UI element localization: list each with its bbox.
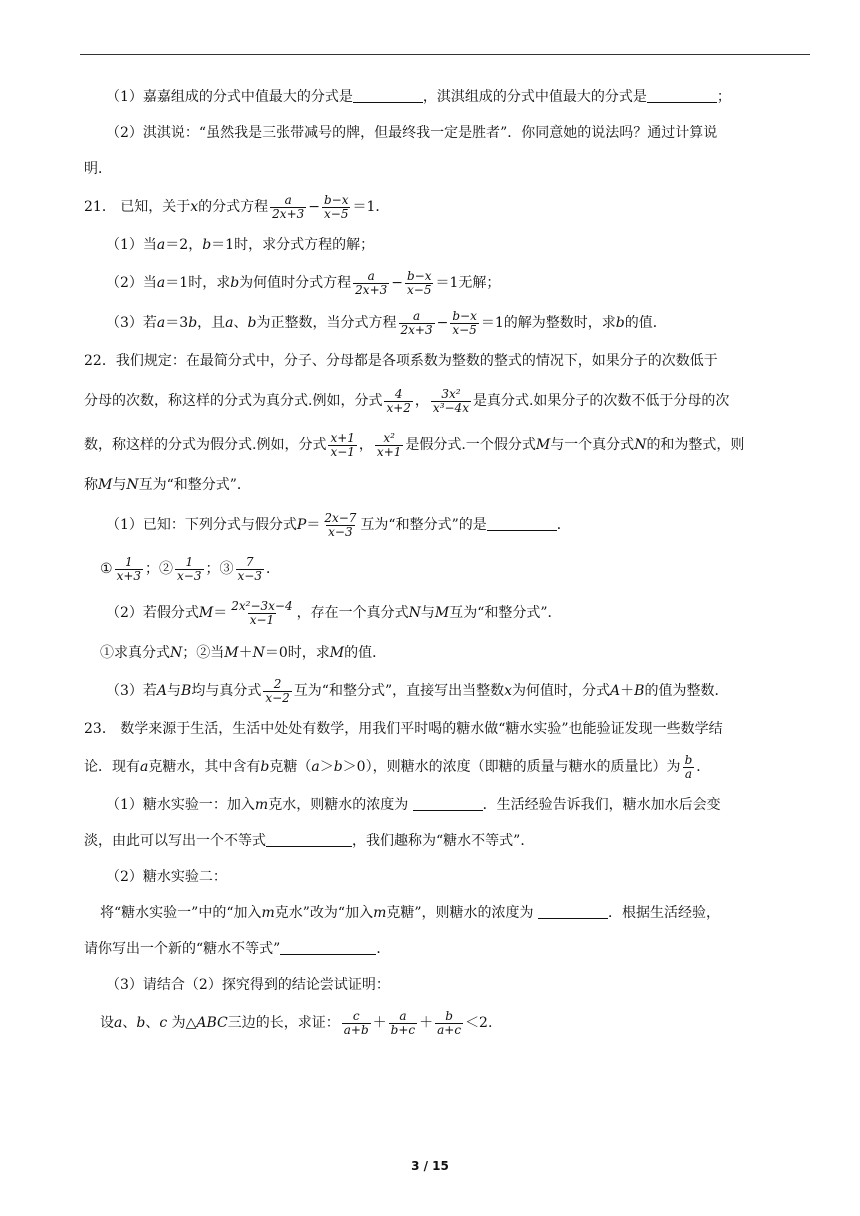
text: ＝: [306, 517, 321, 533]
denominator: a+b: [343, 1022, 369, 1037]
numerator: b: [445, 1008, 453, 1023]
denominator: 2x+3: [272, 206, 305, 221]
math-var: b: [615, 315, 625, 331]
math-var: N: [252, 645, 265, 661]
text: 为何值时，分式: [512, 683, 611, 699]
operator: ＋: [372, 1015, 387, 1031]
q23-part2-cont: [84, 936, 808, 962]
fraction: [322, 512, 358, 539]
q20-part1: [84, 84, 808, 110]
text: ＞: [319, 759, 334, 775]
fraction: [375, 432, 403, 459]
math-var: A: [610, 683, 621, 699]
text: 三边的长，求证：: [227, 1015, 340, 1031]
fraction: [399, 310, 435, 337]
text: 明．: [84, 161, 112, 177]
numerator: x²: [383, 430, 395, 445]
answer-blank[interactable]: [353, 88, 423, 103]
text: ＝1时，求: [165, 275, 231, 291]
q23-part2-head: [84, 864, 808, 890]
math-var: M: [224, 645, 239, 661]
text: ，我们趣称为“糖水不等式”．: [352, 833, 535, 849]
option-marker: ②: [159, 561, 174, 577]
numerator: a: [412, 308, 421, 323]
fraction: [435, 1010, 463, 1037]
numerator: 1: [185, 554, 194, 569]
text: ；: [182, 645, 197, 661]
text: ．: [696, 759, 711, 775]
text: 21． 已知，关于: [84, 199, 191, 215]
numerator: a: [399, 1008, 407, 1023]
text: ；: [145, 561, 160, 577]
text: 与: [112, 477, 127, 493]
q21-part2: [84, 268, 808, 298]
header-rule: [80, 54, 810, 55]
numerator: b−x: [452, 308, 477, 323]
text: ．: [265, 561, 280, 577]
denominator: b+c: [390, 1022, 416, 1037]
math-var: a: [114, 1015, 123, 1031]
text: 分母的次数，称这样的分式为真分式.例如，分式: [84, 393, 383, 409]
option-marker: ①: [100, 561, 113, 577]
denominator: a+c: [437, 1022, 462, 1037]
math-var: M: [434, 605, 450, 621]
text: ＝1时，求分式方程的解；: [211, 237, 375, 253]
q22-part2: [84, 596, 808, 630]
text: 23． 数学来源于生活，生活中处处有数学，用我们平时喝的糖水做“糖水实验”也能验证发现一些数学结: [84, 721, 723, 737]
text: 与: [420, 605, 435, 621]
text: ＝3: [165, 315, 189, 331]
text: ＜2.: [465, 1015, 493, 1031]
q23-line1: [84, 716, 808, 742]
numerator: 1: [124, 554, 133, 569]
q21-stem: [84, 192, 808, 222]
text: 克糖水，其中含有: [148, 759, 261, 775]
denominator: x−1: [330, 444, 355, 459]
numerator: b−x: [407, 268, 432, 283]
page-number: 3 / 15: [411, 1159, 449, 1173]
math-var: a: [156, 237, 166, 253]
page-content: [84, 84, 808, 1048]
numerator: 2x²−3x−4: [231, 598, 293, 613]
fraction: [328, 432, 356, 459]
text: 论．现有: [84, 759, 140, 775]
text: 互为“和整分式”．: [138, 477, 251, 493]
denominator: x−5: [324, 206, 349, 221]
math-var: b: [202, 237, 212, 253]
text: （1）已知：下列分式与假分式: [106, 517, 297, 533]
fraction: [229, 600, 294, 627]
q22-line3: [84, 428, 808, 462]
text: ＝1的解为整数时，求: [480, 315, 616, 331]
answer-blank[interactable]: [647, 88, 717, 103]
numerator: x+1: [330, 430, 355, 445]
text: ，: [414, 393, 429, 409]
numerator: a: [367, 268, 375, 283]
numerator: 7: [245, 554, 254, 569]
denominator: x−3: [328, 524, 353, 539]
text: （2）淇淇说：“虽然我是三张带减号的牌，但最终我一定是胜者”．你同意她的说法吗？通过计算说: [106, 125, 718, 141]
operator: ＋: [419, 1015, 434, 1031]
fraction: [263, 678, 291, 705]
math-var: a: [225, 315, 234, 331]
denominator: a: [684, 766, 692, 781]
text: 的和为整式，则: [646, 437, 745, 453]
denominator: x−3: [177, 568, 202, 583]
denominator: x+3: [116, 568, 142, 583]
text: ＋: [620, 683, 635, 699]
math-var: a: [140, 759, 149, 775]
text: ＝0时，求: [264, 645, 330, 661]
math-var: M: [98, 477, 113, 493]
text: 、: [233, 315, 248, 331]
math-var: ABC: [196, 1015, 228, 1031]
q22-subparts: [84, 640, 808, 666]
text: 淡，由此可以写出一个不等式: [84, 833, 266, 849]
fraction: [115, 556, 143, 583]
text: 、: [145, 1015, 160, 1031]
text: 求真分式: [114, 645, 170, 661]
text: 22．我们规定：在最简分式中，分子、分母都是各项系数为整数的整式的情况下，如果分子的次数低于: [84, 353, 718, 369]
text: 是真分式.如果分子的次数不低于分母的次: [472, 393, 730, 409]
text: ；: [205, 561, 220, 577]
operator: −: [436, 315, 449, 331]
text: ＝2，: [165, 237, 203, 253]
text: 请你写出一个新的“糖水不等式”: [84, 941, 281, 957]
denominator: x−2: [265, 690, 290, 705]
numerator: 2: [273, 676, 282, 691]
q22-options: [84, 552, 808, 586]
text: （1）糖水实验一：加入: [106, 797, 255, 813]
text: 互为“和整分式”．: [449, 605, 562, 621]
text: 与一个真分式: [550, 437, 635, 453]
text: 将“糖水实验一”中的“加入: [100, 905, 262, 921]
answer-blank[interactable]: [266, 832, 352, 847]
denominator: x−3: [237, 568, 262, 583]
text: 与: [167, 683, 182, 699]
denominator: x+1: [376, 444, 402, 459]
text: 为何值时分式方程: [239, 275, 352, 291]
text: ．生活经验告诉我们，糖水加水后会变: [482, 797, 721, 813]
math-var: x: [504, 683, 513, 699]
fraction: [353, 270, 389, 297]
text: （2）糖水实验二：: [106, 869, 227, 885]
fraction: [683, 754, 695, 781]
text: 当: [210, 645, 225, 661]
text: ＝1．: [352, 199, 390, 215]
text: （3）若: [106, 315, 157, 331]
option-marker: ③: [219, 561, 234, 577]
math-var: B: [634, 683, 645, 699]
math-var: b: [260, 759, 270, 775]
math-var: b: [333, 759, 343, 775]
q21-part3: [84, 308, 808, 338]
text: 互为“和整分式”，直接写出当整数: [293, 683, 505, 699]
math-var: a: [156, 275, 166, 291]
text: 、: [122, 1015, 137, 1031]
q20-part2-cont: [84, 156, 808, 182]
text: ．: [376, 941, 391, 957]
numerator: 2x−7: [324, 510, 357, 525]
text: （2）当: [106, 275, 157, 291]
math-var: b: [188, 315, 198, 331]
math-var: P: [296, 517, 307, 533]
text: 为△: [167, 1015, 197, 1031]
text: ，: [358, 437, 373, 453]
text: ＝1无解；: [435, 275, 501, 291]
denominator: 2x+3: [400, 322, 433, 337]
answer-blank[interactable]: [538, 904, 608, 919]
text: （3）若: [106, 683, 157, 699]
denominator: x−5: [407, 282, 432, 297]
text: 均与真分式: [191, 683, 262, 699]
text: 数，称这样的分式为假分式.例如，分式: [84, 437, 327, 453]
text: 称: [84, 477, 98, 493]
option-marker: ②: [196, 645, 211, 661]
text: ；: [716, 89, 731, 105]
math-var: M: [329, 645, 345, 661]
text: ，存在一个真分式: [296, 605, 409, 621]
text: ＝: [213, 605, 228, 621]
denominator: 2x+3: [355, 282, 388, 297]
denominator: x+2: [386, 400, 411, 415]
numerator: 4: [394, 386, 403, 401]
operator: −: [391, 275, 403, 291]
text: （1）嘉嘉组成的分式中值最大的分式是: [106, 89, 353, 105]
text: 克糖”，则糖水的浓度为: [386, 905, 538, 921]
fraction: [322, 194, 351, 221]
denominator: x−5: [452, 322, 477, 337]
q23-part3-head: [84, 972, 808, 998]
fraction: [175, 556, 203, 583]
math-var: m: [373, 905, 387, 921]
numerator: b−x: [324, 192, 349, 207]
q22-part1: [84, 508, 808, 542]
text: 的分式方程: [198, 199, 269, 215]
fraction: [236, 556, 264, 583]
text: ＋: [238, 645, 253, 661]
q23-part2: [84, 900, 808, 926]
numerator: c: [352, 1008, 360, 1023]
text: 克糖（: [269, 759, 312, 775]
answer-blank[interactable]: [413, 796, 483, 811]
math-var: M: [535, 437, 551, 453]
text: ．根据生活经验，: [607, 905, 720, 921]
q22-line4: [84, 472, 808, 498]
math-var: x: [190, 199, 199, 215]
fraction: [431, 388, 471, 415]
math-var: b: [230, 275, 240, 291]
math-var: m: [254, 797, 269, 813]
text: 克水，则糖水的浓度为: [268, 797, 413, 813]
q23-part1: [84, 792, 808, 818]
text: 的值．: [344, 645, 387, 661]
math-var: m: [261, 905, 275, 921]
fraction: [389, 1010, 417, 1037]
fraction: [384, 388, 412, 415]
math-var: N: [634, 437, 647, 453]
answer-blank[interactable]: [280, 940, 376, 955]
text: 的值．: [624, 315, 667, 331]
text: 设: [100, 1015, 114, 1031]
q23-part1-cont: [84, 828, 808, 854]
text: 克水”改为“加入: [274, 905, 374, 921]
math-var: a: [311, 759, 320, 775]
q22-line1: [84, 348, 808, 374]
q20-part2: [84, 120, 808, 146]
denominator: x−1: [249, 612, 275, 627]
denominator: x³−4x: [432, 400, 469, 415]
fraction: [450, 310, 479, 337]
option-marker: ①: [100, 645, 114, 661]
fraction: [405, 270, 434, 297]
text: （2）若假分式: [106, 605, 199, 621]
fraction: [342, 1010, 371, 1037]
text: ，且: [197, 315, 226, 331]
q22-line2: [84, 384, 808, 418]
operator: −: [308, 199, 320, 215]
math-var: b: [247, 315, 257, 331]
text: ，淇淇组成的分式中值最大的分式是: [422, 89, 647, 105]
math-var: A: [156, 683, 168, 699]
math-var: a: [156, 315, 166, 331]
numerator: b: [684, 752, 693, 767]
numerator: 3x²: [441, 386, 461, 401]
q23-line2: [84, 752, 808, 782]
text: （1）当: [106, 237, 157, 253]
math-var: b: [136, 1015, 146, 1031]
text: （3）请结合（2）探究得到的结论尝试证明：: [106, 977, 390, 993]
math-var: N: [170, 645, 183, 661]
math-var: M: [198, 605, 214, 621]
math-var: B: [181, 683, 192, 699]
math-var: c: [159, 1015, 168, 1031]
text: 为正整数，当分式方程: [256, 315, 397, 331]
text: ．: [556, 517, 571, 533]
q21-part1: [84, 232, 808, 258]
text: 的值为整数．: [644, 683, 729, 699]
answer-blank[interactable]: [487, 516, 557, 531]
text: ＞0），则糖水的浓度（即糖的质量与糖水的质量比）为: [342, 759, 681, 775]
fraction: [270, 194, 306, 221]
math-var: N: [408, 605, 421, 621]
q23-part3: [84, 1008, 808, 1038]
text: 是假分式.一个假分式: [405, 437, 536, 453]
q22-part3: [84, 676, 808, 706]
text: 互为“和整分式”的是: [360, 517, 487, 533]
math-var: N: [126, 477, 139, 493]
numerator: a: [284, 192, 292, 207]
